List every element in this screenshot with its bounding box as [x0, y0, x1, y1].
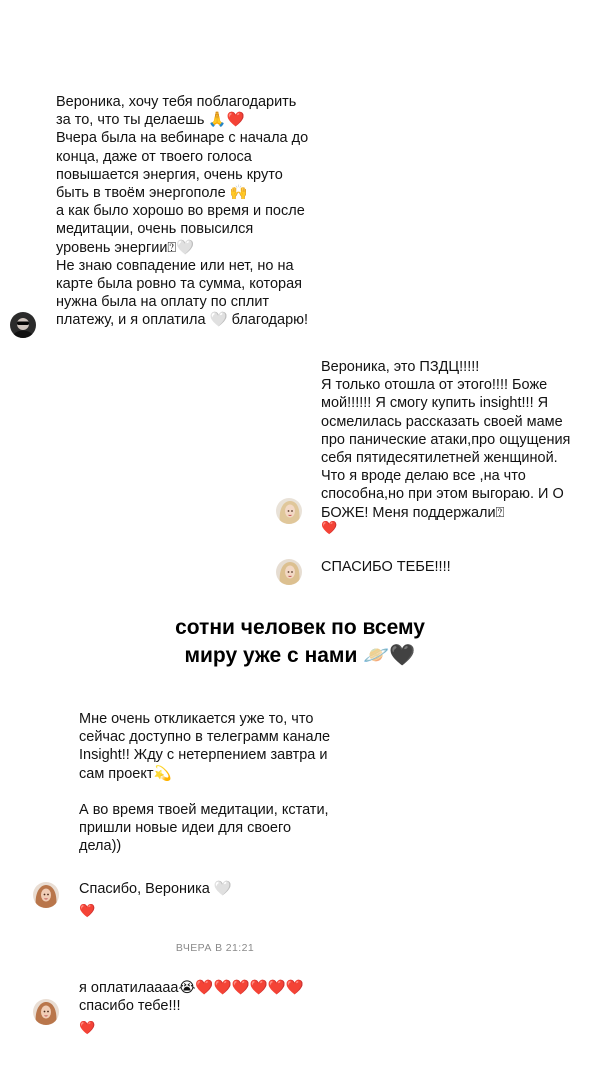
heart-reaction-icon: ❤️ — [79, 1020, 96, 1035]
message-panic-attacks: Вероника, это ПЗДЦ!!!!! Я только отошла от этого!!!! Боже мой!!!!!! Я смогу купить insight!!! Я осмелилась рассказать своей маме про панические атаки,про ощущения себя пятидесятилетней женщиной. Что я вроде делаю все ,на что способна,но при этом выгораю. И О БОЖЕ! Меня поддержали⍰ — [321, 359, 571, 521]
headline-community: сотни человек по всему миру уже с нами 🪐🖤 — [175, 616, 425, 667]
message-insight-channel: Мне очень откликается уже то, что сейчас доступно в телеграмм канале Insight!! Жду с нетерпением завтра и сам проект💫 А во время твоей медитации, кстати, пришли новые идеи для своего дела)) — [79, 711, 331, 855]
avatar-redhead-1[interactable] — [33, 882, 59, 908]
message-paid: я оплатилаааа😭❤️❤️❤️❤️❤️❤️ спасибо тебе!!! — [79, 980, 304, 1015]
message-gratitude-webinar: Вероника, хочу тебя поблагодарить за то, что ты делаешь 🙏❤️ Вчера была на вебинаре с начала до конца, даже от твоего голоса повышается энергия, очень круто быть в твоём энергополе 🙌 а как было хорошо во время и после медитации, очень повысился уровень энергии⍰🤍 Не знаю совпадение или нет, но на карте была ровно та сумма, которая нужна была на оплату по сплит платежу, и я оплатила 🤍 благодарю! — [56, 94, 309, 329]
heart-reaction-icon: ❤️ — [79, 903, 96, 918]
avatar-blonde-2[interactable] — [276, 559, 302, 585]
avatar-blonde-1[interactable] — [276, 498, 302, 524]
heart-reaction-icon: ❤️ — [321, 520, 338, 535]
avatar-dark-sunglasses[interactable] — [10, 312, 36, 338]
avatar-redhead-2[interactable] — [33, 999, 59, 1025]
timestamp: ВЧЕРА В 21:21 — [175, 942, 255, 954]
message-thank-you-caps: СПАСИБО ТЕБЕ!!!! — [321, 559, 451, 575]
message-thanks-veronika: Спасибо, Вероника 🤍 — [79, 881, 232, 897]
